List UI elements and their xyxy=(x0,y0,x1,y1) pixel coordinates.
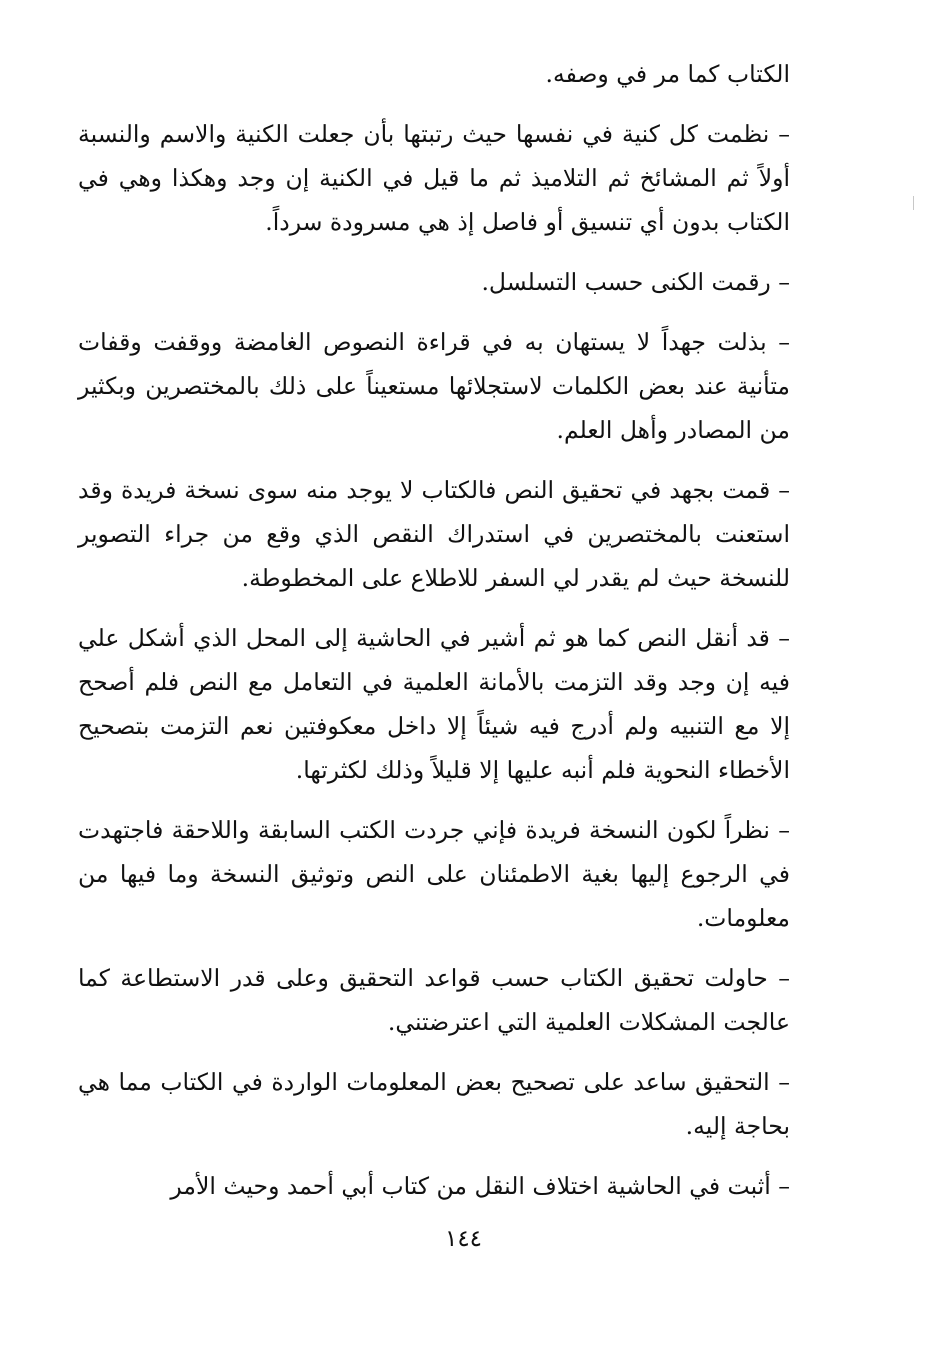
margin-mark xyxy=(913,196,914,210)
page-number: ١٤٤ xyxy=(444,1226,483,1252)
paragraph-kunya-order: – نظمت كل كنية في نفسها حيث رتبتها بأن جعلت الكنية والاسم والنسبة أولاً ثم المشائخ ثم التلاميذ ثم ما قيل في الكنية إن وجد وهكذا وهي في الكتاب بدون أي تنسيق أو فاصل إذ هي مسرودة سرداً. xyxy=(78,120,790,236)
paragraph-intro: الكتاب كما مر في وصفه. xyxy=(545,60,790,88)
body-text xyxy=(78,52,790,1224)
paragraph-editing-rules: – حاولت تحقيق الكتاب حسب قواعد التحقيق وعلى قدر الاستطاعة كما عالجت المشكلات العلمية التي اعترضتني. xyxy=(78,964,790,1036)
paragraph-reading-effort: – بذلت جهداً لا يستهان به في قراءة النصوص الغامضة ووقفت وقفات متأنية عند بعض الكلمات لاستجلائها مستعيناً على ذلك بالمختصرين وبكثير من المصادر وأهل العلم. xyxy=(78,328,790,444)
paragraph-corrections: – التحقيق ساعد على تصحيح بعض المعلومات الواردة في الكتاب مما هي بحاجة إليه. xyxy=(78,1068,790,1140)
paragraph-footnote-differences: – أثبت في الحاشية اختلاف النقل من كتاب أبي أحمد وحيث الأمر xyxy=(170,1172,790,1200)
paragraph-numbering: – رقمت الكنى حسب التسلسل. xyxy=(481,268,790,296)
paragraph-transcription: – قد أنقل النص كما هو ثم أشير في الحاشية إلى المحل الذي أشكل علي فيه إن وجد وقد التزمت بالأمانة العلمية في التعامل مع النص فلم أصحح إلا مع التنبيه ولم أدرج فيه شيئاً إلا داخل معكوفتين نعم التزمت بتصحيح الأخطاء النحوية فلم أنبه عليها إلا قليلاً وذلك لكثرتها. xyxy=(78,624,790,784)
paragraph-unique-copy: – نظراً لكون النسخة فريدة فإني جردت الكتب السابقة واللاحقة فاجتهدت في الرجوع إليها بغية الاطمئنان على النص وتوثيق النسخة وما فيها من معلومات. xyxy=(78,816,790,932)
paragraph-text-verification: – قمت بجهد في تحقيق النص فالكتاب لا يوجد منه سوى نسخة فريدة وقد استعنت بالمختصرين في استدراك النقص الذي وقع من جراء التصوير للنسخة حيث لم يقدر لي السفر للاطلاع على المخطوطة. xyxy=(78,476,790,592)
